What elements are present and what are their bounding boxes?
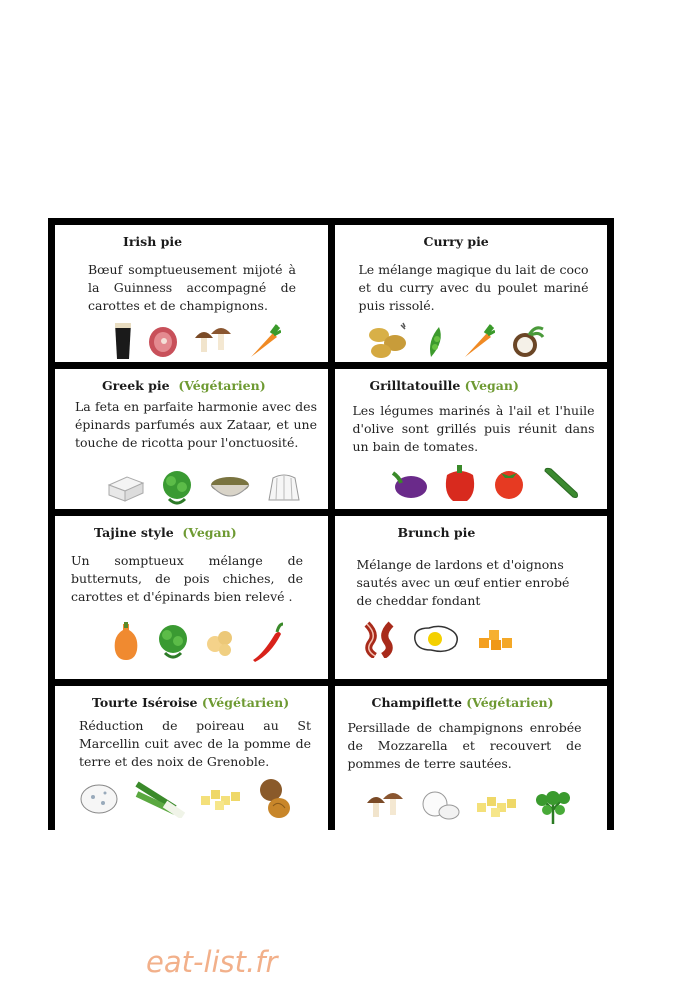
peas-icon <box>425 323 447 359</box>
spinach-icon <box>155 623 191 661</box>
ham-icon <box>147 323 179 359</box>
card-title: Curry pie <box>423 234 489 249</box>
card-title: Grilltatouille (Vegan) <box>369 378 519 393</box>
carrot-icon <box>461 323 495 359</box>
butternut-icon <box>111 622 141 662</box>
card-description: Un somptueux mélange de butternuts, de pois chiches, de carottes et d'épinards bien relevé . <box>71 553 303 604</box>
spinach-icon <box>159 469 195 507</box>
card-title: Brunch pie <box>397 525 476 540</box>
carrot-icon <box>247 323 281 359</box>
card-grilltatouille <box>335 369 608 509</box>
card-icons <box>113 321 295 361</box>
card-icons <box>79 778 305 820</box>
card-title: Tourte Iséroise (Végétarien) <box>92 695 290 710</box>
card-brunch-pie <box>335 516 608 679</box>
fried-egg-icon <box>411 624 461 654</box>
parsley-icon <box>533 786 573 826</box>
card-description: Les légumes marinés à l'ail et l'huile d'olive sont grillés puis réunit dans un bain de tomates. <box>352 403 595 454</box>
card-icons <box>107 469 317 507</box>
mozzarella-icon <box>419 790 461 822</box>
card-icons <box>111 622 299 662</box>
card-irish-pie <box>55 225 328 362</box>
card-description: Bœuf somptueusement mijoté à la Guinness accompagné de carottes et de champignons. <box>88 262 296 313</box>
cucumber-icon <box>541 465 581 501</box>
card-tourte-iseroise <box>55 686 328 830</box>
card-description: Réduction de poireau au St Marcellin cuit avec de la pomme de terre et des noix de Grenoble. <box>79 718 311 769</box>
mushroom-icon <box>365 789 405 823</box>
chickpeas-icon <box>205 628 235 656</box>
card-description: Le mélange magique du lait de coco et du curry avec du poulet mariné puis rissolé. <box>358 262 589 313</box>
feta-icon <box>107 473 145 503</box>
card-icons <box>391 463 595 503</box>
coconut-icon <box>509 323 545 359</box>
card-title: Tajine style (Vegan) <box>94 525 237 540</box>
chili-pepper-icon <box>249 622 285 662</box>
potatoes-icon <box>475 793 519 819</box>
bacon-icon <box>363 620 397 658</box>
site-watermark: eat-list.fr <box>146 945 278 979</box>
card-title: Champiflette (Végétarien) <box>371 695 554 710</box>
card-icons <box>363 620 529 658</box>
leek-icon <box>135 780 185 818</box>
card-champiflette <box>335 686 608 830</box>
card-icons <box>365 786 587 826</box>
ricotta-icon <box>265 472 303 504</box>
bell-pepper-icon <box>443 463 477 503</box>
card-icons <box>367 321 559 361</box>
walnut-icon <box>257 778 291 820</box>
tomato-icon <box>491 466 527 500</box>
potatoes-icon <box>199 786 243 812</box>
card-title: Irish pie <box>123 234 183 249</box>
card-greek-pie <box>55 369 328 509</box>
card-title: Greek pie (Végétarien) <box>102 378 266 393</box>
pie-menu-grid <box>48 218 614 830</box>
chicken-pieces-icon <box>367 321 411 361</box>
eggplant-icon <box>391 465 429 501</box>
cheese-icon <box>79 781 121 817</box>
card-description: Persillade de champignons enrobée de Mozzarella et recouvert de pommes de terre sautées. <box>347 720 582 771</box>
cheddar-cubes-icon <box>475 626 515 652</box>
card-description: Mélange de lardons et d'oignons sautés avec un œuf entier enrobé de cheddar fondant <box>356 557 570 608</box>
card-description: La feta en parfaite harmonie avec des épinards parfumés aux Zataar, et une touche de ricotta pour l'onctuosité. <box>75 399 317 450</box>
card-curry-pie <box>335 225 608 362</box>
zaatar-bowl-icon <box>209 473 251 503</box>
card-tajine-style <box>55 516 328 679</box>
mushroom-icon <box>193 324 233 358</box>
beer-glass-icon <box>113 321 133 361</box>
